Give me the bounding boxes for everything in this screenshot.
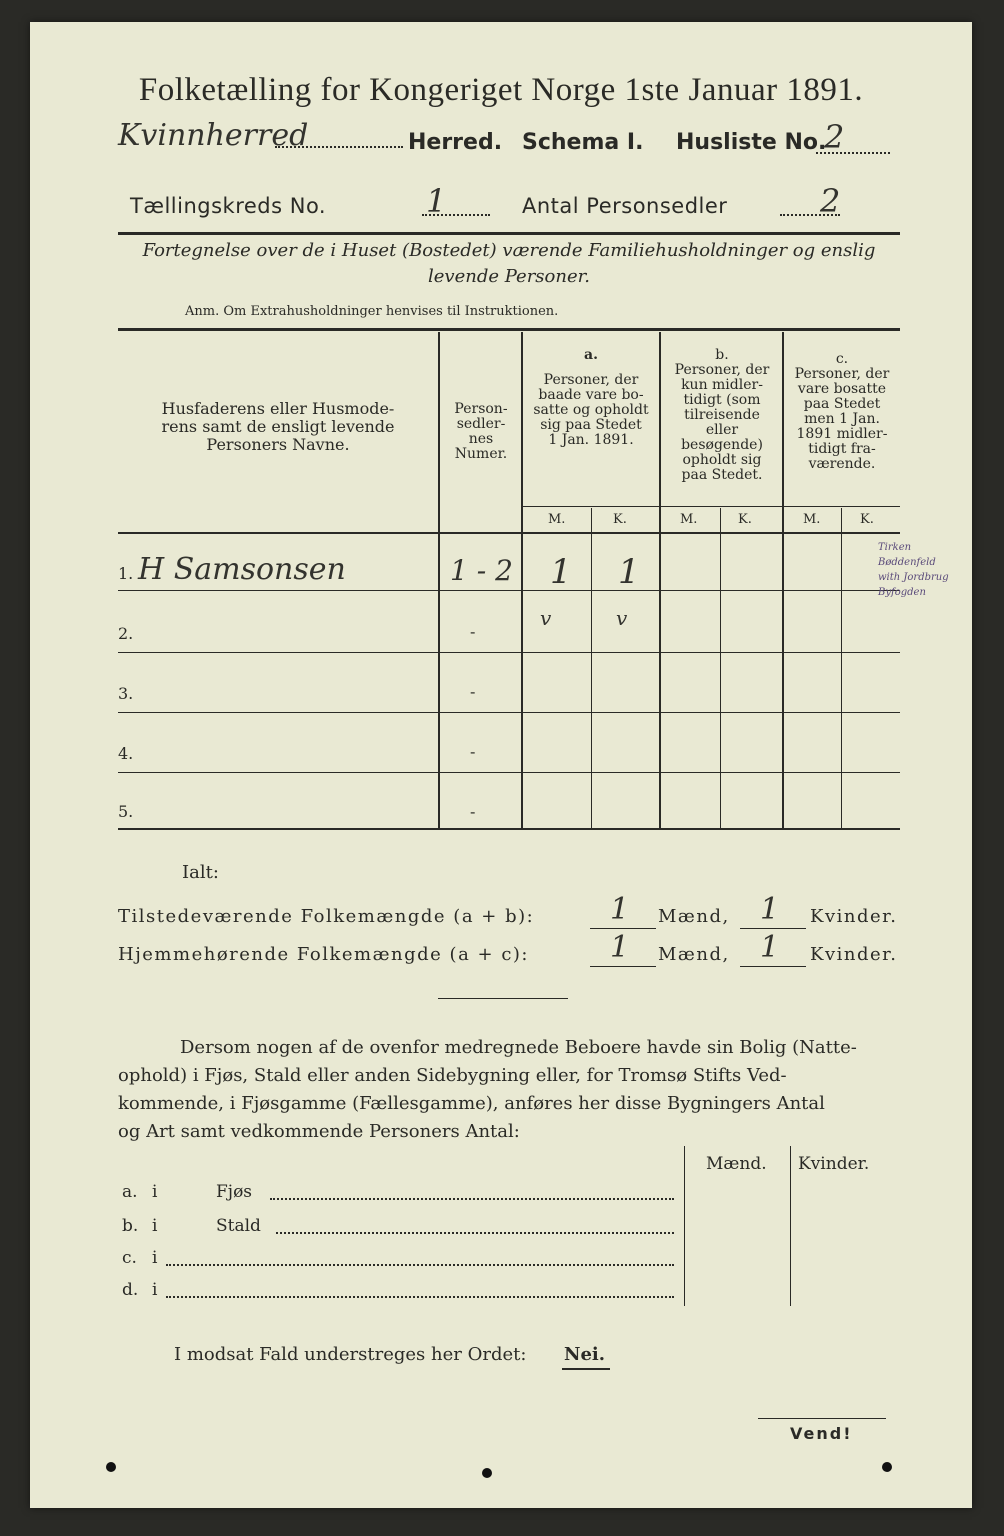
nei-word: Nei. [564,1344,606,1365]
mk-top-line [523,506,900,507]
building-b-letter: b. [122,1216,139,1236]
row-number: 3. [118,684,134,703]
husliste-value: 2 [824,118,845,156]
row-line-1 [118,590,900,591]
vline-a-mk [591,508,592,828]
vline-a [659,332,661,828]
b-m-label: M. [680,512,698,527]
building-a-dots [270,1198,674,1200]
hjemme-label: Hjemmehørende Folkemængde (a + c): [118,944,529,965]
section-divider [438,998,568,999]
herred-label: Herred. [408,130,503,155]
taellingskreds-value: 1 [426,182,447,220]
ialt-label: Ialt: [182,862,219,883]
building-d-i: i [152,1280,158,1300]
col-header-a: a. Personer, der baade vare bo- satte og opholdt sig paa Stedet 1 Jan. 1891. [533,347,649,448]
row5-number: - [470,802,476,821]
row4-number: - [470,742,476,761]
binding-hole-right [882,1462,892,1472]
header-rule [118,232,900,235]
hjemme-kvinder-value: 1 [760,930,780,965]
vline-c-mk [841,508,842,828]
modsat-text: I modsat Fald understreges her Ordet: [174,1344,527,1365]
husliste-dots [816,152,890,154]
building-d-letter: d. [122,1280,139,1300]
herred-value: Kvinnherred [118,118,309,153]
taellingskreds-label: Tællingskreds No. [130,194,327,218]
row-line-3 [118,712,900,713]
row2-number: - [470,622,476,641]
building-a-letter: a. [122,1182,138,1202]
buildings-vline-2 [790,1146,791,1306]
row-line-4 [118,772,900,773]
building-d-dots [166,1296,674,1298]
tilstede-kvinder-line [740,928,806,929]
binding-hole-left [106,1462,116,1472]
row1-a-k: 1 [618,552,640,592]
table-bottom-rule [118,828,900,830]
c-k-label: K. [860,512,874,527]
antal-value: 2 [820,182,841,220]
hjemme-maend-value: 1 [610,930,630,965]
hjemme-maend-label: Mænd, [658,944,730,965]
row-line-2 [118,652,900,653]
row-number: 2. [118,624,134,643]
vline-name [438,332,440,828]
census-form-page [30,22,972,1508]
building-b-i: i [152,1216,158,1236]
nei-underline [562,1368,610,1370]
sidebygning-paragraph: Dersom nogen af de ovenfor medregnede Beboere havde sin Bolig (Natte- ophold) i Fjøs, Stald eller anden Sidebygning eller, for Tromsø Stifts Ved- kommende, i Fjøsgamme (Fællesgamme), anføres her disse Bygningers Antal og Art samt vedkommende Personers Antal: [118,1037,857,1142]
tilstede-maend-line [590,928,656,929]
anm-note: Anm. Om Extrahusholdninger henvises til Instruktionen. [185,304,559,319]
vline-b [782,332,784,828]
taellingskreds-dots [422,214,490,216]
buildings-vline-1 [684,1146,685,1306]
buildings-maend-header: Mænd. [706,1154,767,1174]
building-a-i: i [152,1182,158,1202]
hjemme-maend-line [590,966,656,967]
building-c-letter: c. [122,1248,137,1268]
row1-number: 1 - 2 [450,554,513,587]
col-header-c: c. Personer, der vare bosatte paa Stedet men 1 Jan. 1891 midler- tidigt fra- værende. [794,351,890,472]
antal-label: Antal Personsedler [522,194,728,218]
c-m-label: M. [803,512,821,527]
row1-name: H Samsonsen [138,552,346,587]
intro-line1: Fortegnelse over de i Huset (Bostedet) værende Familiehusholdninger og enslig [142,240,876,261]
building-c-i: i [152,1248,158,1268]
row2-a-k-check: v [616,606,628,630]
binding-hole-center [482,1468,492,1478]
tilstede-kvinder-value: 1 [760,892,780,927]
schema-label: Schema I. [522,130,644,155]
table-top-rule [118,328,900,331]
buildings-kvinder-header: Kvinder. [798,1154,870,1174]
building-b-name: Stald [216,1216,261,1236]
row-number: 4. [118,744,134,763]
a-k-label: K. [613,512,627,527]
col-header-b: b. Personer, der kun midler- tidigt (som tilreisende eller besøgende) opholdt sig paa Stedet. [674,347,770,483]
intro-line2: levende Personer. [428,266,590,287]
row-number: 5. [118,802,134,821]
tilstede-maend-label: Mænd, [658,906,730,927]
husliste-label: Husliste No. [676,130,827,155]
vend-rule [758,1418,886,1419]
tilstede-maend-value: 1 [610,892,630,927]
form-title: Folketælling for Kongeriget Norge 1ste Januar 1891. [138,72,864,108]
b-k-label: K. [738,512,752,527]
vline-num [521,332,523,828]
building-c-dots [166,1264,674,1266]
vline-b-mk [720,508,721,828]
herred-dots [275,146,403,148]
hjemme-kvinder-label: Kvinder. [810,944,898,965]
col-header-name: Husfaderens eller Husmode- rens samt de ensligt levende Personers Navne. [161,399,395,454]
building-a-name: Fjøs [216,1182,253,1202]
row1-a-m: 1 [550,552,572,592]
row3-number: - [470,682,476,701]
row-number: 1. [118,564,134,583]
hjemme-kvinder-line [740,966,806,967]
a-m-label: M. [548,512,566,527]
tilstede-kvinder-label: Kvinder. [810,906,898,927]
row2-a-m-check: v [540,606,552,630]
col-header-number: Person- sedler- nes Numer. [454,401,508,462]
vend-text: Vend! [790,1424,853,1443]
tilstede-label: Tilstedeværende Folkemængde (a + b): [118,906,535,927]
margin-note: Tirken Bøddenfeld with Jordbrug Byfogden [878,542,949,598]
building-b-dots [276,1232,674,1234]
